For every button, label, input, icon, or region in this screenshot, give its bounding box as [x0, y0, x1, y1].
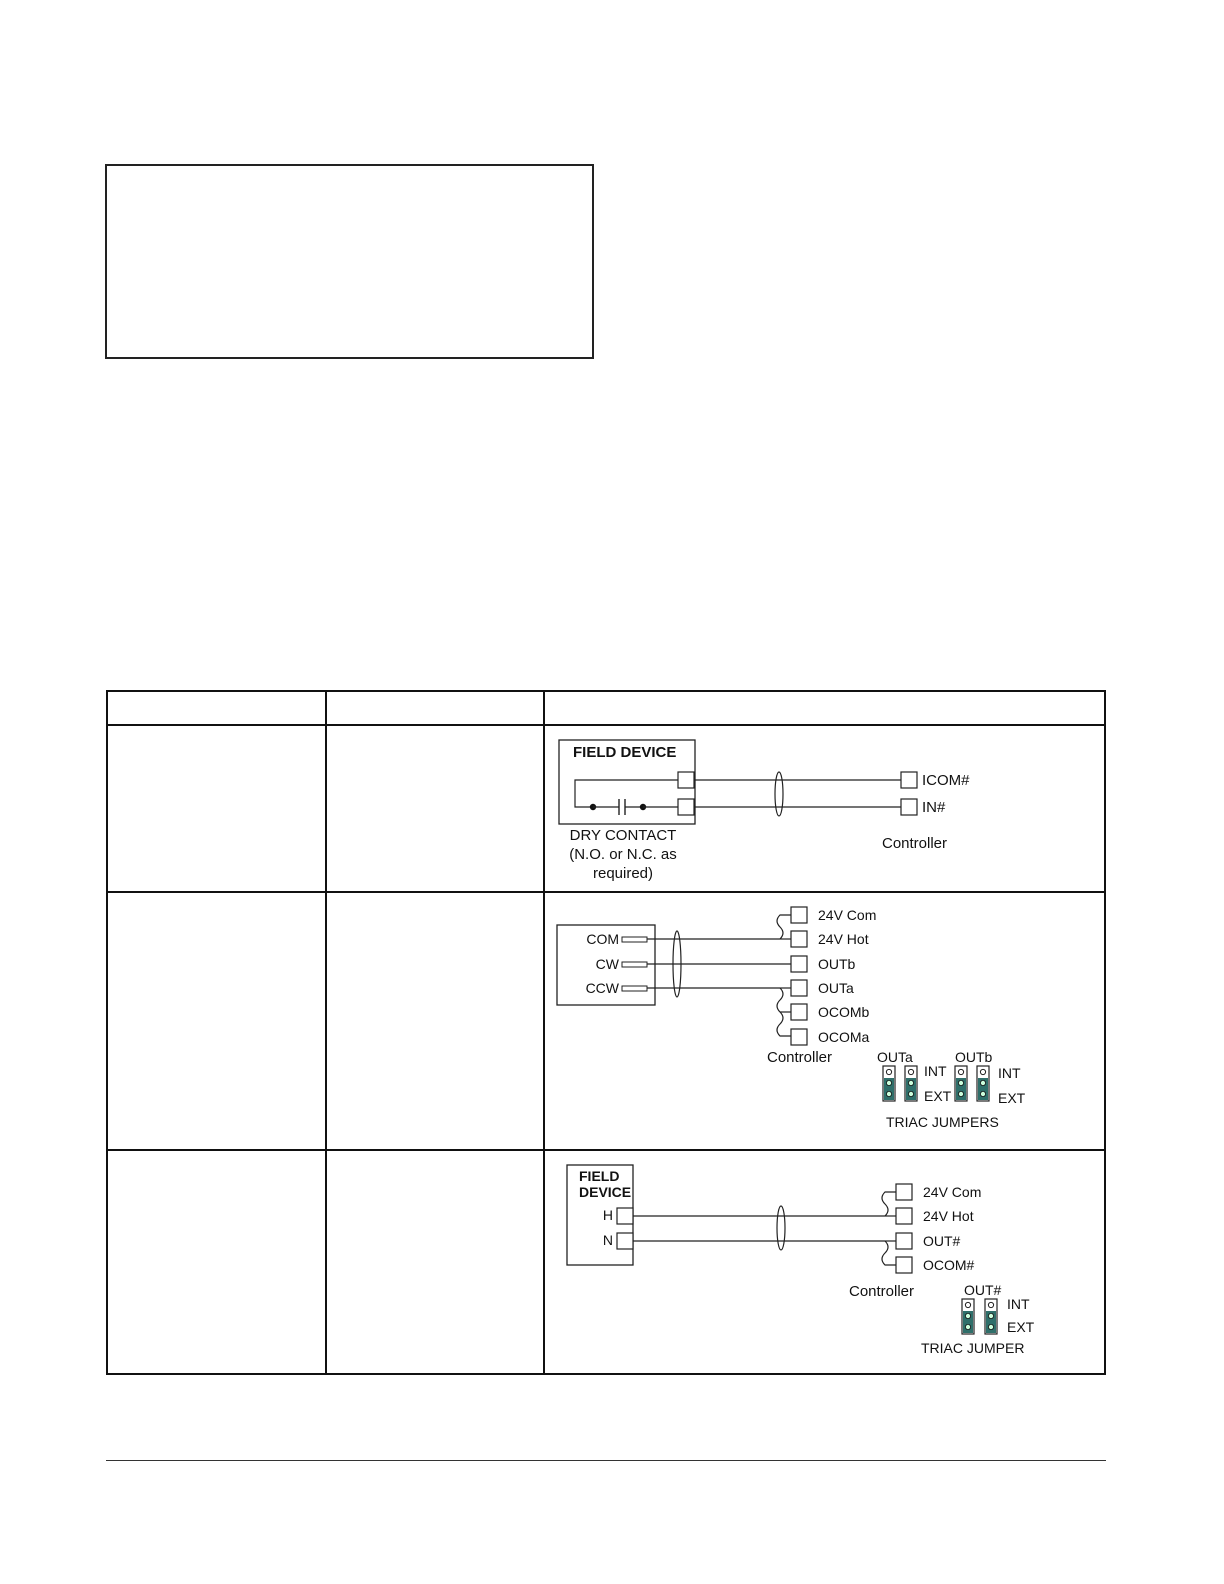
- n-label: N: [602, 1232, 613, 1248]
- controller-label: Controller: [881, 835, 947, 852]
- triac-output-wiring-diagram: [545, 1151, 1101, 1373]
- triac-jumper-outa-2: [905, 1066, 917, 1101]
- bracket-h: [882, 1192, 896, 1216]
- row1-cell-2: [326, 725, 543, 892]
- terminal-outb: [791, 956, 807, 972]
- label-out: OUT#: [922, 1233, 961, 1249]
- jumper-outa-label: OUTa: [876, 1049, 913, 1065]
- field-device-label: FIELD DEVICE: [572, 744, 677, 761]
- row2-cell-3: [544, 892, 1105, 1150]
- row3-cell-3: [544, 1150, 1105, 1374]
- ext-label: EXT: [1006, 1319, 1035, 1335]
- label-ocom: OCOM#: [922, 1257, 975, 1273]
- ext-label-a: EXT: [923, 1088, 952, 1104]
- header-cell-3: [544, 691, 1105, 725]
- terminal-24v-hot: [896, 1208, 912, 1224]
- jumper-outb-label: OUTb: [954, 1049, 993, 1065]
- row1-cell-3: [544, 725, 1105, 892]
- triac-jumper-outb-1: [955, 1066, 967, 1101]
- header-cell-1: [107, 691, 326, 725]
- bracket-com: [777, 915, 791, 939]
- note-box: [105, 164, 594, 359]
- row3-cell-1: [107, 1150, 326, 1374]
- row3-cell-2: [326, 1150, 543, 1374]
- cable-shield: [777, 1206, 785, 1250]
- row2-cell-2: [326, 892, 543, 1150]
- bracket-n: [882, 1241, 896, 1265]
- dry-contact-wiring-diagram: [545, 726, 1101, 891]
- triac-jumper-1: [962, 1299, 974, 1334]
- triac-jumper-2: [985, 1299, 997, 1334]
- dry-contact-note-2: required): [592, 865, 653, 882]
- triac-jumper-outa-1: [883, 1066, 895, 1101]
- terminal-24v-com: [791, 907, 807, 923]
- triac-jumper-label: TRIAC JUMPER: [920, 1340, 1025, 1356]
- cable-shield: [775, 772, 783, 816]
- jumper-out-label: OUT#: [963, 1282, 1002, 1298]
- terminal-24v-com: [896, 1184, 912, 1200]
- floating-actuator-wiring-diagram: [545, 893, 1101, 1149]
- terminal-in-label: IN#: [921, 799, 946, 816]
- table-row: [107, 892, 1105, 1150]
- label-outb: OUTb: [817, 956, 856, 972]
- terminal-in: [901, 799, 917, 815]
- footer-rule: [106, 1460, 1106, 1461]
- label-24v-hot: 24V Hot: [817, 931, 869, 947]
- terminal-ocomb: [791, 1004, 807, 1020]
- h-label: H: [602, 1207, 613, 1223]
- table-row: [107, 725, 1105, 892]
- field-terminal-top: [678, 772, 694, 788]
- controller-label: Controller: [766, 1049, 832, 1066]
- label-24v-com: 24V Com: [817, 907, 877, 923]
- ccw-label: CCW: [585, 980, 619, 996]
- label-24v-hot: 24V Hot: [922, 1208, 974, 1224]
- ccw-pin: [622, 986, 647, 991]
- terminal-ocoma: [791, 1029, 807, 1045]
- header-cell-2: [326, 691, 543, 725]
- field-terminal-bottom: [678, 799, 694, 815]
- terminal-icom-label: ICOM#: [921, 772, 970, 789]
- row2-cell-1: [107, 892, 326, 1150]
- cw-pin: [622, 962, 647, 967]
- int-label: INT: [1006, 1296, 1030, 1312]
- dry-contact-label: DRY CONTACT: [569, 827, 677, 844]
- table-header-row: [107, 691, 1105, 725]
- com-pin: [622, 937, 647, 942]
- controller-label: Controller: [848, 1283, 914, 1300]
- table-row: [107, 1150, 1105, 1374]
- label-ocomb: OCOMb: [817, 1004, 870, 1020]
- terminal-out: [896, 1233, 912, 1249]
- ext-label-b: EXT: [997, 1090, 1026, 1106]
- terminal-icom: [901, 772, 917, 788]
- int-label-a: INT: [923, 1063, 947, 1079]
- terminal-ocom: [896, 1257, 912, 1273]
- int-label-b: INT: [997, 1065, 1021, 1081]
- terminal-outa: [791, 980, 807, 996]
- label-24v-com: 24V Com: [922, 1184, 982, 1200]
- terminal-h: [617, 1208, 633, 1224]
- contact-wire: [575, 780, 678, 807]
- cw-label: CW: [595, 956, 619, 972]
- dry-contact-note: (N.O. or N.C. as: [569, 846, 677, 863]
- com-label: COM: [586, 931, 619, 947]
- label-outa: OUTa: [817, 980, 854, 996]
- triac-jumper-outb-2: [977, 1066, 989, 1101]
- triac-jumpers-label: TRIAC JUMPERS: [885, 1114, 999, 1130]
- row1-cell-1: [107, 725, 326, 892]
- label-ocoma: OCOMa: [817, 1029, 870, 1045]
- terminal-n: [617, 1233, 633, 1249]
- field-device-label-2: DEVICE: [578, 1184, 631, 1200]
- wiring-table: [106, 690, 1106, 1375]
- field-device-label-1: FIELD: [578, 1168, 620, 1184]
- terminal-24v-hot: [791, 931, 807, 947]
